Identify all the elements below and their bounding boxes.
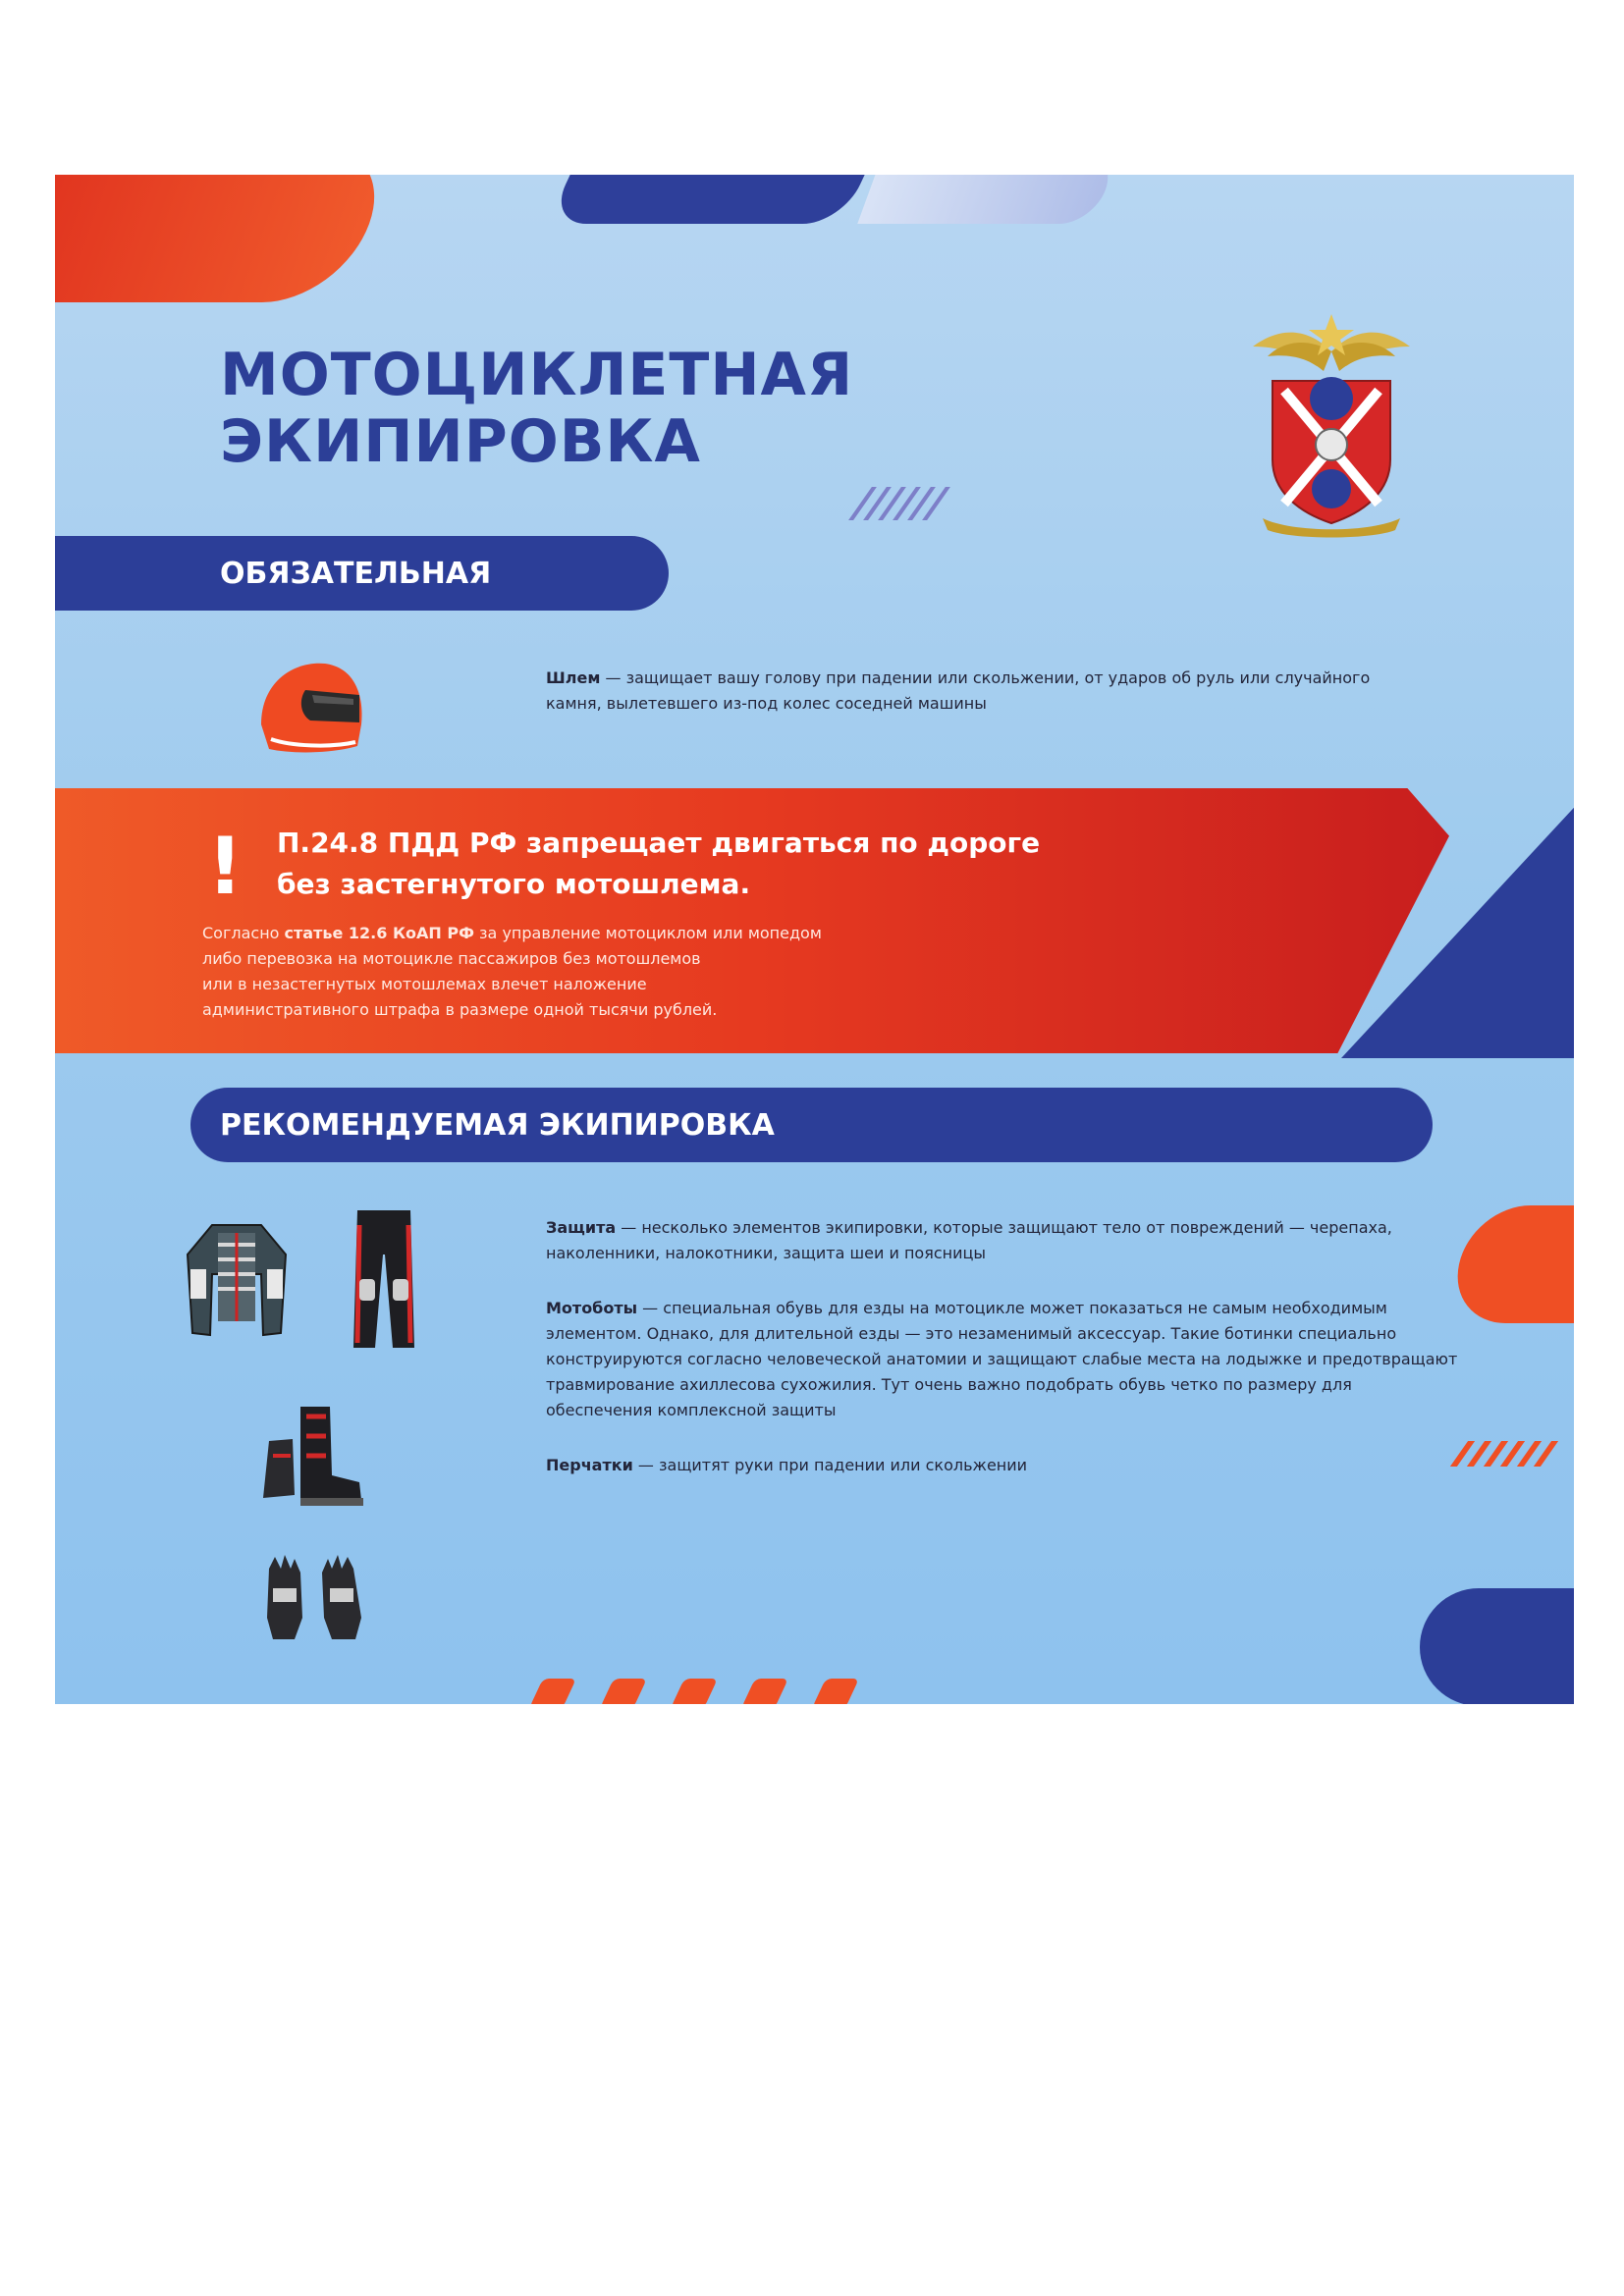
helmet-term: Шлем	[546, 668, 601, 687]
title-line-2: ЭКИПИРОВКА	[220, 407, 701, 476]
decor-red-stripes	[1459, 1441, 1549, 1467]
warning-main-text	[277, 823, 1040, 905]
protection-description	[546, 1215, 1459, 1266]
motoboots-description	[546, 1296, 1459, 1423]
protection-text: — несколько элементов экипировки, которые защищают тело от повреждений — черепаха, наколенники, налокотники, защита шеи и поясницы	[546, 1218, 1392, 1262]
decor-blue-bottom-right	[1420, 1588, 1574, 1704]
recommended-descriptions	[546, 1215, 1459, 1508]
boots-icon	[261, 1402, 369, 1510]
helmet-icon	[251, 656, 369, 764]
decor-light-top	[857, 175, 1117, 224]
gloves-term: Перчатки	[546, 1456, 633, 1474]
warning-main-line-1: П.24.8 ПДД РФ запрещает двигаться по дороге	[277, 827, 1041, 859]
police-emblem-icon	[1233, 293, 1430, 538]
decor-red-bottom-shapes	[536, 1679, 852, 1704]
warning-main-line-2: без застегнутого мотошлема.	[277, 868, 751, 900]
page-title	[220, 342, 853, 475]
jacket-icon	[183, 1215, 291, 1343]
decor-blue-top	[547, 175, 878, 224]
gloves-text: — защитят руки при падении или скольжении	[632, 1456, 1028, 1474]
pants-icon	[350, 1205, 418, 1353]
helmet-text: — защищает вашу голову при падении или скольжении, от ударов об руль или случайного камня, вылетевшего из-под колес соседней машины	[546, 668, 1371, 713]
motoboots-term: Мотоботы	[546, 1299, 638, 1317]
gloves-description	[546, 1453, 1459, 1478]
exclamation-icon: !	[207, 821, 244, 912]
section-recommended-label: РЕКОМЕНДУЕМАЯ ЭКИПИРОВКА	[220, 1107, 775, 1143]
gloves-icon	[261, 1549, 369, 1642]
decor-blue-stripes	[860, 487, 939, 520]
warning-sub-line-1: за управление мотоциклом или мопедом	[473, 924, 822, 942]
decor-red-right	[1446, 1205, 1574, 1323]
section-recommended-header	[190, 1088, 1433, 1162]
section-mandatory-label: ОБЯЗАТЕЛЬНАЯ	[220, 556, 492, 591]
infographic-poster	[55, 175, 1574, 1704]
decor-red-top-left	[55, 175, 398, 302]
warning-sub-line-3: или в незастегнутых мотошлемах влечет наложение	[202, 975, 647, 993]
title-line-1: МОТОЦИКЛЕТНАЯ	[220, 341, 854, 409]
warning-sub-law: статье 12.6 КоАП РФ	[284, 924, 474, 942]
warning-sub-prefix: Согласно	[202, 924, 285, 942]
motoboots-text: — специальная обувь для езды на мотоцикле может показаться не самым необходимым элементом. Однако, для длительной езды — это незаменимый аксессуар. Такие ботинки специально конструируются согласно человеческой анатомии и защищают слабые места на лодыжке и предотвращают травмирование ахиллесова сухожилия. Тут очень важно подобрать обувь четко по размеру для обеспечения комплексной защиты	[546, 1299, 1458, 1419]
helmet-row	[251, 656, 1430, 764]
warning-sub-line-4: административного штрафа в размере одной тысячи рублей.	[202, 1000, 718, 1019]
warning-sub-line-2: либо перевозка на мотоцикле пассажиров без мотошлемов	[202, 949, 701, 968]
protection-term: Защита	[546, 1218, 617, 1237]
warning-sub-text	[202, 921, 822, 1023]
helmet-description	[546, 666, 1430, 717]
section-mandatory-header	[55, 536, 669, 611]
